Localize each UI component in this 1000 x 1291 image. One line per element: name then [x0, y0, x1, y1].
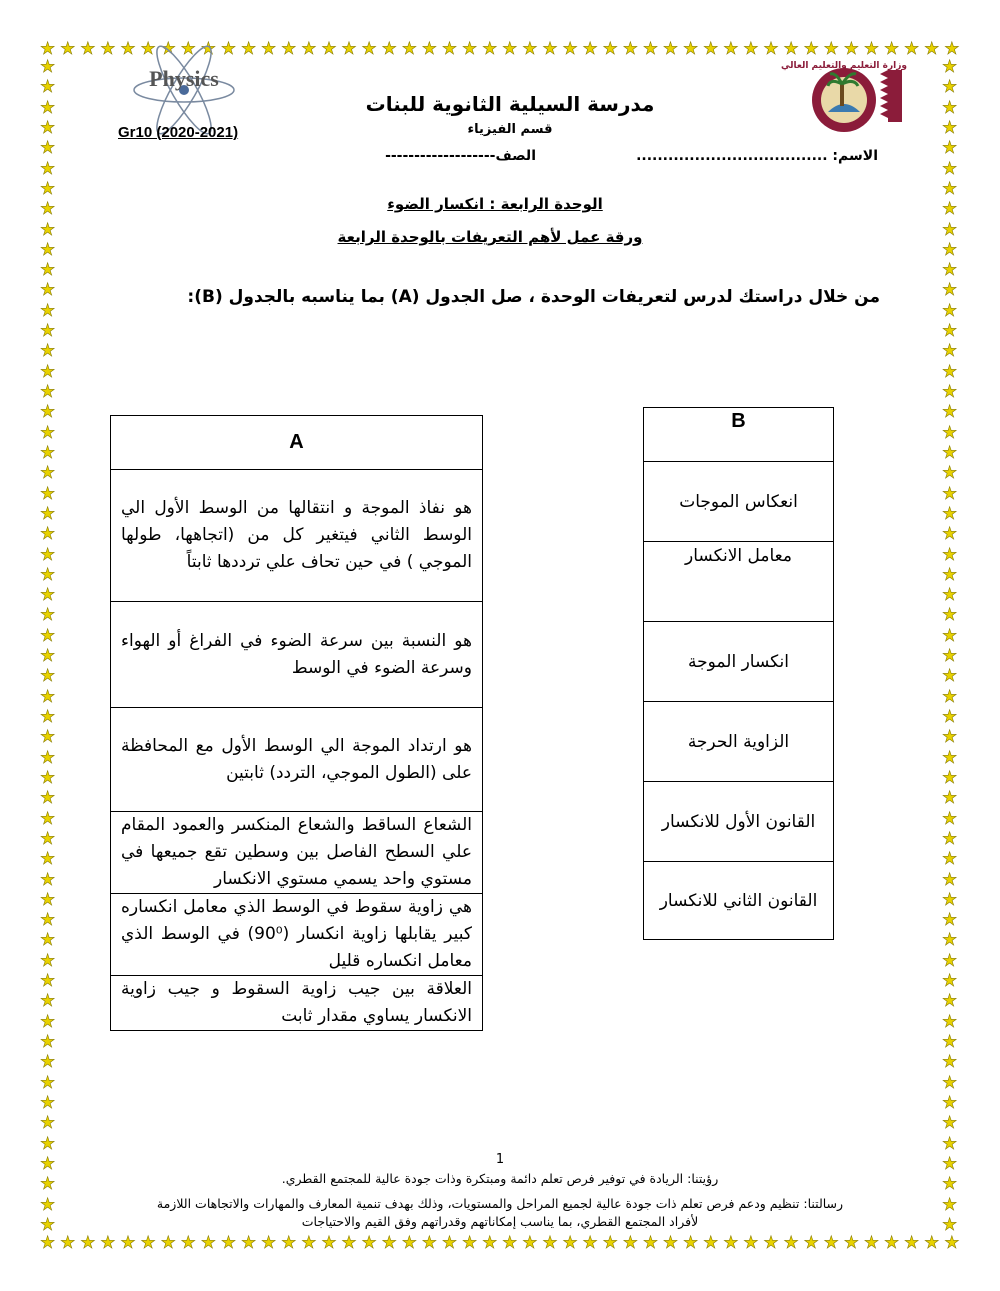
star-icon: ★: [763, 39, 779, 59]
star-icon: ★: [40, 828, 56, 849]
star-icon: ★: [803, 1233, 819, 1253]
star-icon: ★: [942, 300, 958, 321]
star-icon: ★: [642, 1233, 659, 1253]
class-field: الصف-------------------: [385, 148, 536, 164]
star-icon: ★: [942, 1072, 958, 1093]
star-icon: ★: [883, 1233, 900, 1253]
star-icon: ★: [100, 1233, 116, 1253]
star-icon: ★: [942, 361, 958, 382]
star-border-bottom: [40, 1234, 960, 1252]
star-icon: ★: [942, 828, 958, 849]
star-icon: ★: [883, 39, 900, 59]
star-icon: ★: [942, 544, 958, 565]
school-name: مدرسة السيلية الثانوية للبنات: [365, 92, 655, 116]
star-icon: ★: [40, 463, 56, 484]
star-icon: ★: [924, 1233, 940, 1253]
table-b-header: B: [644, 408, 834, 462]
star-icon: ★: [40, 849, 56, 870]
grade-year: Gr10 (2020-2021): [118, 124, 239, 141]
star-icon: ★: [843, 1233, 859, 1253]
star-icon: ★: [301, 1233, 317, 1253]
star-icon: ★: [40, 402, 56, 423]
star-icon: ★: [40, 1052, 56, 1073]
star-icon: ★: [522, 39, 538, 59]
star-icon: ★: [823, 1233, 839, 1253]
table-b-row: القانون الثاني للانكسار: [644, 862, 834, 940]
star-icon: ★: [40, 564, 56, 585]
star-icon: ★: [942, 646, 958, 667]
star-icon: ★: [542, 1233, 558, 1253]
star-icon: ★: [502, 39, 518, 59]
star-icon: ★: [361, 39, 377, 59]
star-icon: ★: [40, 260, 56, 281]
star-icon: ★: [240, 39, 257, 59]
star-icon: ★: [602, 1233, 618, 1253]
star-icon: ★: [942, 686, 958, 707]
star-icon: ★: [942, 442, 958, 463]
star-icon: ★: [40, 382, 56, 402]
star-icon: ★: [783, 39, 799, 59]
physics-logo-text: Physics: [149, 66, 219, 91]
star-icon: ★: [942, 808, 958, 829]
star-icon: ★: [942, 605, 958, 626]
star-icon: ★: [942, 1153, 958, 1174]
star-icon: ★: [261, 39, 277, 59]
unit-title: الوحدة الرابعة : انكسار الضوء: [387, 195, 603, 213]
star-icon: ★: [40, 321, 56, 342]
star-icon: ★: [942, 727, 958, 748]
star-icon: ★: [942, 788, 958, 809]
star-icon: ★: [622, 39, 638, 59]
star-icon: ★: [743, 39, 759, 59]
star-icon: ★: [843, 39, 859, 59]
physics-logo: [128, 58, 240, 120]
star-icon: ★: [40, 910, 56, 931]
star-icon: ★: [863, 1233, 880, 1253]
star-icon: ★: [40, 1194, 56, 1215]
star-icon: ★: [60, 1233, 76, 1253]
star-icon: ★: [582, 1233, 598, 1253]
table-a-row: هي زاوية سقوط في الوسط الذي معامل انكساره كبير يقابلها زاوية انكسار (90⁰) في الوسط الذي معامل انكساره قليل: [111, 894, 483, 976]
star-icon: ★: [40, 361, 56, 382]
star-icon: ★: [942, 138, 958, 159]
star-icon: ★: [40, 503, 56, 524]
star-icon: ★: [482, 1233, 498, 1253]
star-icon: ★: [341, 1233, 357, 1253]
star-icon: ★: [582, 39, 598, 59]
star-icon: ★: [783, 1233, 799, 1253]
star-icon: ★: [942, 971, 958, 992]
table-b: [643, 407, 834, 940]
star-icon: ★: [421, 1233, 438, 1253]
worksheet-title: ورقة عمل لأهم التعريفات بالوحدة الرابعة: [337, 228, 643, 246]
star-icon: ★: [40, 585, 56, 606]
star-icon: ★: [942, 402, 958, 423]
star-icon: ★: [942, 382, 958, 402]
star-icon: ★: [942, 849, 958, 870]
star-icon: ★: [261, 1233, 277, 1253]
star-icon: ★: [942, 869, 958, 890]
star-icon: ★: [942, 524, 958, 545]
star-icon: ★: [904, 39, 920, 59]
table-b-row: معامل الانكسار: [644, 542, 834, 622]
star-icon: ★: [200, 39, 216, 59]
star-icon: ★: [942, 239, 958, 260]
star-icon: ★: [281, 1233, 297, 1253]
star-icon: ★: [40, 544, 56, 565]
star-icon: ★: [381, 1233, 397, 1253]
star-icon: ★: [40, 1011, 56, 1032]
star-icon: ★: [40, 39, 56, 59]
star-icon: ★: [40, 1174, 56, 1195]
star-icon: ★: [40, 666, 56, 687]
star-icon: ★: [942, 280, 958, 301]
star-icon: ★: [441, 39, 458, 59]
star-icon: ★: [942, 321, 958, 342]
star-icon: ★: [40, 1072, 56, 1093]
star-icon: ★: [542, 39, 558, 59]
ministry-logo-text: وزارة التعليم والتعليم العالي: [780, 61, 908, 71]
star-icon: ★: [942, 889, 958, 910]
star-icon: ★: [321, 1233, 337, 1253]
star-icon: ★: [942, 1194, 958, 1215]
star-icon: ★: [40, 1133, 56, 1154]
star-icon: ★: [942, 564, 958, 585]
star-icon: ★: [942, 199, 958, 220]
star-icon: ★: [40, 77, 56, 98]
star-icon: ★: [683, 39, 699, 59]
star-icon: ★: [120, 1233, 136, 1253]
star-icon: ★: [40, 727, 56, 748]
star-icon: ★: [160, 1233, 176, 1253]
star-icon: ★: [140, 39, 156, 59]
star-icon: ★: [942, 910, 958, 931]
star-icon: ★: [942, 767, 958, 788]
star-icon: ★: [40, 1233, 56, 1253]
star-icon: ★: [942, 991, 958, 1012]
star-icon: ★: [120, 39, 136, 59]
star-icon: ★: [180, 39, 196, 59]
table-b-row: انعكاس الموجات: [644, 462, 834, 542]
star-icon: ★: [942, 950, 958, 971]
star-icon: ★: [40, 686, 56, 707]
table-a-row: هو نفاذ الموجة و انتقالها من الوسط الأول الي الوسط الثاني فيتغير كل من (اتجاهها، طولها الموجي ) في حين تحاف علي ترددها ثابتاً: [111, 470, 483, 602]
star-icon: ★: [40, 442, 56, 463]
table-a-row: العلاقة بين جيب زاوية السقوط و جيب زاوية الانكسار يساوي مقدار ثابت: [111, 976, 483, 1031]
star-border-right: [942, 58, 957, 1234]
star-icon: ★: [662, 1233, 679, 1253]
name-field: الاسم: ....................................: [636, 148, 878, 164]
star-icon: ★: [40, 1214, 56, 1235]
star-icon: ★: [562, 1233, 578, 1253]
star-icon: ★: [942, 1113, 958, 1134]
star-icon: ★: [40, 199, 56, 220]
star-icon: ★: [240, 1233, 257, 1253]
table-b-row: الزاوية الحرجة: [644, 702, 834, 782]
star-border-left: [40, 58, 55, 1234]
star-icon: ★: [942, 707, 958, 727]
star-icon: ★: [40, 646, 56, 667]
star-icon: ★: [40, 707, 56, 727]
star-icon: ★: [40, 788, 56, 809]
star-icon: ★: [40, 524, 56, 545]
star-icon: ★: [743, 1233, 759, 1253]
star-icon: ★: [40, 280, 56, 301]
star-icon: ★: [904, 1233, 920, 1253]
department: قسم الفيزياء: [467, 122, 553, 137]
star-icon: ★: [100, 39, 116, 59]
star-icon: ★: [341, 39, 357, 59]
star-icon: ★: [461, 1233, 478, 1253]
star-icon: ★: [401, 1233, 417, 1253]
star-icon: ★: [942, 483, 958, 504]
star-icon: ★: [642, 39, 659, 59]
star-icon: ★: [40, 767, 56, 788]
star-icon: ★: [40, 1092, 56, 1113]
star-icon: ★: [40, 219, 56, 240]
star-icon: ★: [80, 39, 96, 59]
table-a-header: A: [111, 416, 483, 470]
star-icon: ★: [40, 138, 56, 159]
star-icon: ★: [40, 300, 56, 321]
star-icon: ★: [942, 219, 958, 240]
star-icon: ★: [40, 117, 56, 138]
star-icon: ★: [321, 39, 337, 59]
star-icon: ★: [942, 422, 958, 443]
star-icon: ★: [942, 77, 958, 98]
star-icon: ★: [441, 1233, 458, 1253]
star-icon: ★: [40, 239, 56, 260]
star-icon: ★: [942, 747, 958, 768]
star-icon: ★: [40, 808, 56, 829]
star-icon: ★: [942, 260, 958, 281]
star-icon: ★: [80, 1233, 96, 1253]
table-a-row: هو النسبة بين سرعة الضوء في الفراغ أو الهواء وسرعة الضوء في الوسط: [111, 602, 483, 708]
star-icon: ★: [482, 39, 498, 59]
star-icon: ★: [421, 39, 438, 59]
star-icon: ★: [942, 1133, 958, 1154]
star-icon: ★: [942, 341, 958, 362]
footer-mission-line2: لأفراد المجتمع القطري، بما يناسب إمكاناتهم وقدراتهم وفق القيم والاحتياجات: [301, 1214, 699, 1229]
star-icon: ★: [40, 930, 56, 951]
star-icon: ★: [924, 39, 940, 59]
star-icon: ★: [40, 889, 56, 910]
star-icon: ★: [942, 1032, 958, 1052]
star-icon: ★: [942, 585, 958, 606]
star-icon: ★: [140, 1233, 156, 1253]
star-icon: ★: [200, 1233, 216, 1253]
star-icon: ★: [942, 1052, 958, 1073]
star-icon: ★: [40, 178, 56, 199]
star-icon: ★: [723, 1233, 739, 1253]
star-icon: ★: [944, 39, 960, 59]
ministry-logo: [780, 56, 920, 136]
star-icon: ★: [40, 57, 56, 77]
table-b-row: انكسار الموجة: [644, 622, 834, 702]
star-icon: ★: [942, 57, 958, 77]
table-a-row: هو ارتداد الموجة الي الوسط الأول مع المحافظة على (الطول الموجي، التردد) ثابتين: [111, 708, 483, 812]
page-number: 1: [495, 1152, 505, 1167]
star-icon: ★: [60, 39, 76, 59]
star-icon: ★: [281, 39, 297, 59]
star-icon: ★: [942, 1011, 958, 1032]
star-icon: ★: [502, 1233, 518, 1253]
star-icon: ★: [381, 39, 397, 59]
star-icon: ★: [522, 1233, 538, 1253]
star-icon: ★: [40, 605, 56, 626]
star-icon: ★: [40, 869, 56, 890]
star-icon: ★: [220, 39, 237, 59]
star-icon: ★: [622, 1233, 638, 1253]
star-icon: ★: [160, 39, 176, 59]
star-icon: ★: [40, 1153, 56, 1174]
star-icon: ★: [361, 1233, 377, 1253]
star-icon: ★: [942, 178, 958, 199]
star-icon: ★: [803, 39, 819, 59]
star-icon: ★: [683, 1233, 699, 1253]
star-icon: ★: [942, 1092, 958, 1113]
star-icon: ★: [823, 39, 839, 59]
star-icon: ★: [942, 503, 958, 524]
footer-vision: رؤيتنا: الريادة في توفير فرص تعلم دائمة ومبتكرة وذات جودة عالية للمجتمع القطري.: [281, 1171, 719, 1186]
star-icon: ★: [942, 97, 958, 118]
footer-mission-line1: رسالتنا: تنظيم ودعم فرص تعلم ذات جودة عالية لجميع المراحل والمستويات، وذلك بهدف تنمية المعارف والمهارات والاتجاهات اللازمة: [156, 1196, 844, 1211]
star-icon: ★: [723, 39, 739, 59]
star-icon: ★: [562, 39, 578, 59]
table-a: [110, 415, 483, 1031]
star-icon: ★: [40, 747, 56, 768]
star-icon: ★: [703, 1233, 719, 1253]
star-icon: ★: [944, 1233, 960, 1253]
table-b-row: القانون الأول للانكسار: [644, 782, 834, 862]
star-icon: ★: [220, 1233, 237, 1253]
star-icon: ★: [40, 1113, 56, 1134]
star-icon: ★: [942, 930, 958, 951]
star-icon: ★: [461, 39, 478, 59]
star-icon: ★: [401, 39, 417, 59]
star-icon: ★: [40, 483, 56, 504]
star-icon: ★: [40, 341, 56, 362]
star-icon: ★: [942, 666, 958, 687]
star-icon: ★: [942, 1214, 958, 1235]
star-icon: ★: [942, 117, 958, 138]
star-icon: ★: [40, 971, 56, 992]
table-a-row: الشعاع الساقط والشعاع المنكسر والعمود المقام علي السطح الفاصل بين وسطين تقع جميعها في مستوي واحد يسمي مستوي الانكسار: [111, 812, 483, 894]
star-icon: ★: [40, 97, 56, 118]
star-icon: ★: [703, 39, 719, 59]
star-icon: ★: [942, 1174, 958, 1195]
star-icon: ★: [40, 158, 56, 179]
star-icon: ★: [301, 39, 317, 59]
star-icon: ★: [40, 991, 56, 1012]
star-icon: ★: [942, 463, 958, 484]
star-icon: ★: [40, 625, 56, 646]
star-icon: ★: [602, 39, 618, 59]
star-icon: ★: [180, 1233, 196, 1253]
star-icon: ★: [662, 39, 679, 59]
star-icon: ★: [40, 422, 56, 443]
instruction: من خلال دراستك لدرس لتعريفات الوحدة ، صل الجدول (A) بما يناسبه بالجدول (B):: [187, 287, 880, 307]
star-icon: ★: [40, 950, 56, 971]
star-icon: ★: [763, 1233, 779, 1253]
star-icon: ★: [942, 158, 958, 179]
star-icon: ★: [40, 1032, 56, 1052]
star-icon: ★: [863, 39, 880, 59]
star-icon: ★: [942, 625, 958, 646]
